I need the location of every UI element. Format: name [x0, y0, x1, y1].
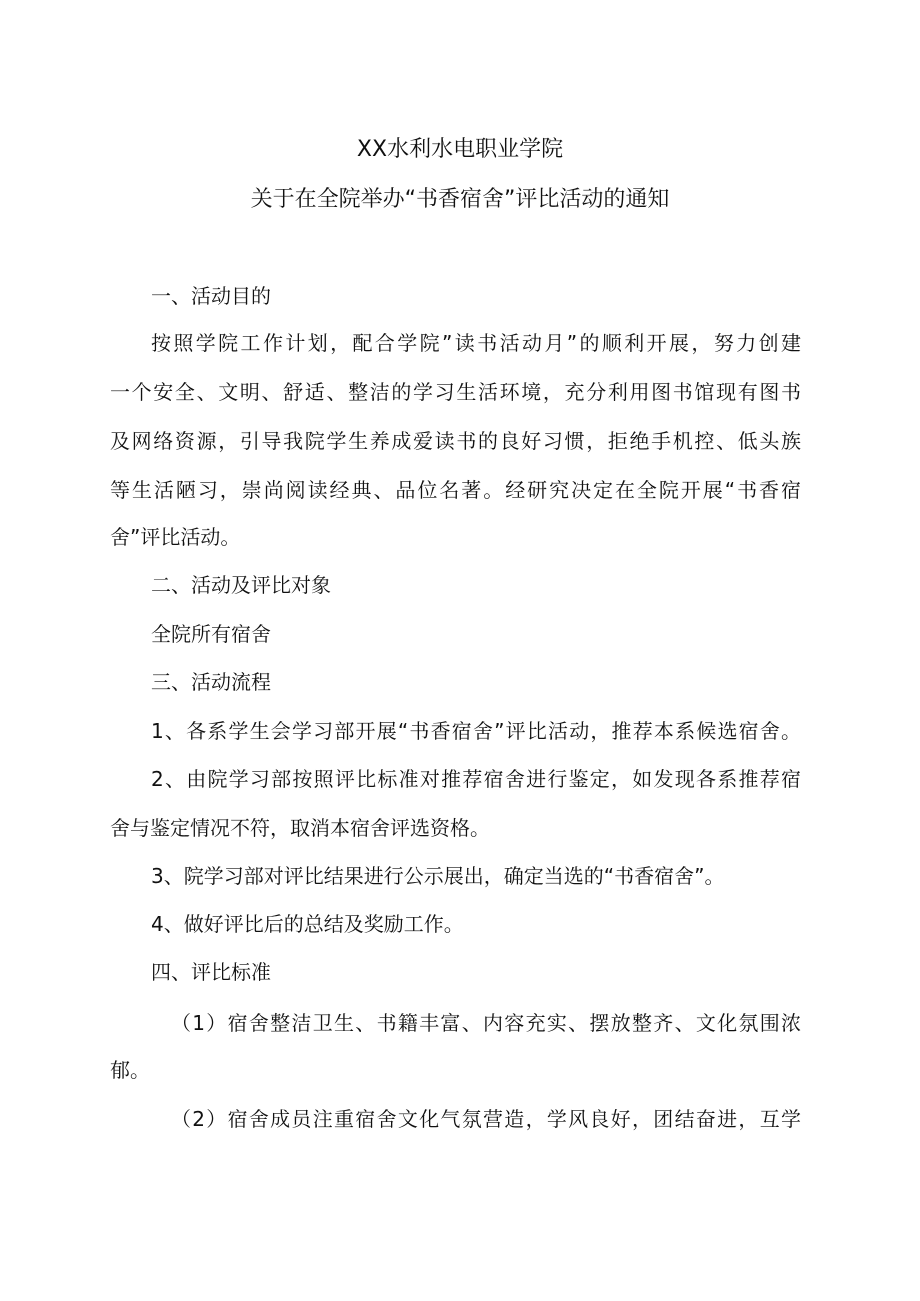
- list-item: 4、做好评比后的总结及奖励工作。: [151, 912, 464, 936]
- list-item: （1）宿舍整洁卫生、书籍丰富、内容充实、摆放整齐、文化氛围浓: [171, 1011, 801, 1035]
- paragraph-line: 舍”评比活动。: [110, 525, 241, 549]
- paragraph-line: 等生活陋习，崇尚阅读经典、品位名著。经研究决定在全院开展“书香宿: [110, 478, 801, 502]
- section-heading-process: 三、活动流程: [151, 670, 271, 694]
- list-item-continuation: 舍与鉴定情况不符，取消本宿舍评选资格。: [110, 816, 490, 840]
- paragraph-line: 全院所有宿舍: [151, 622, 271, 646]
- paragraph-line: 及网络资源，引导我院学生养成爱读书的良好习惯，拒绝手机控、低头族: [110, 429, 801, 453]
- paragraph-line: 按照学院工作计划，配合学院”读书活动月”的顺利开展，努力创建: [151, 331, 801, 355]
- list-item: 2、由院学习部按照评比标准对推荐宿舍进行鉴定，如发现各系推荐宿: [151, 767, 801, 791]
- list-item: 1、各系学生会学习部开展“书香宿舍”评比活动，推荐本系候选宿舍。: [151, 719, 801, 743]
- list-item: 3、院学习部对评比结果进行公示展出，确定当选的“书香宿舍”。: [151, 864, 725, 888]
- document-subtitle: 关于在全院举办“书香宿舍”评比活动的通知: [250, 187, 670, 212]
- section-heading-purpose: 一、活动目的: [151, 284, 271, 308]
- section-heading-criteria: 四、评比标准: [151, 960, 271, 984]
- paragraph-line: 一个安全、文明、舒适、整洁的学习生活环境，充分利用图书馆现有图书: [110, 380, 801, 404]
- document-title: XX水利水电职业学院: [356, 137, 564, 162]
- list-item: （2）宿舍成员注重宿舍文化气氛营造，学风良好，团结奋进，互学: [171, 1107, 801, 1131]
- list-item-continuation: 郁。: [110, 1058, 150, 1082]
- section-heading-target: 二、活动及评比对象: [151, 573, 331, 597]
